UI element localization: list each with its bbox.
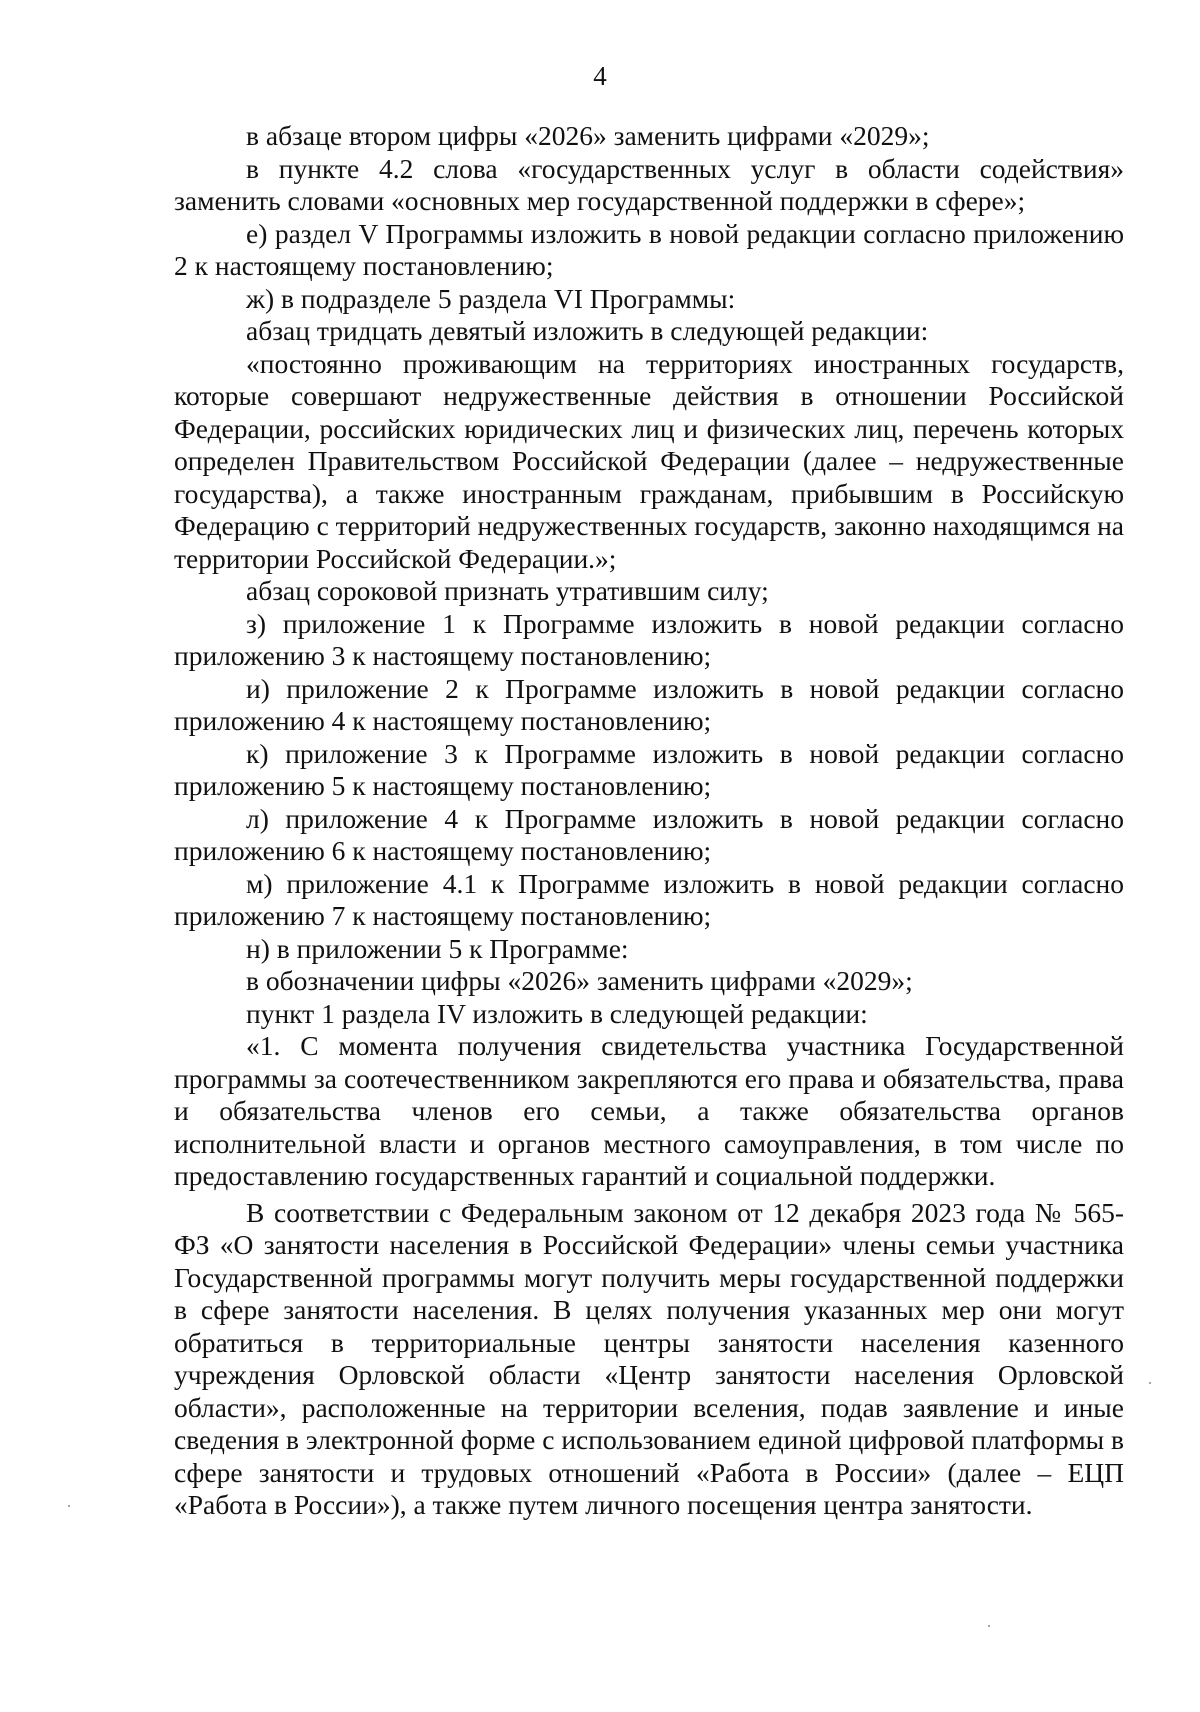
paragraph: н) в приложении 5 к Программе: (246, 932, 629, 964)
paragraph: к) приложение 3 к Программе изложить в новой редакции согласно приложению 5 к настоящему постановлению; (174, 737, 1124, 801)
paragraph: В соответствии с Федеральным законом от 12 декабря 2023 года № 565-ФЗ «О занятости населения в Российской Федерации» члены семьи участника Государственной программы могут получить меры государственной поддержки в сфере занятости населения. В целях получения указанных мер они могут обратиться в территориальные центры занятости населения казенного учреждения Орловской области «Центр занятости населения Орловской области», расположенные на территории вселения, подав заявление и иные сведения в электронной форме с использованием единой цифровой платформы в сфере занятости и трудовых отношений «Работа в России» (далее – ЕЦП «Работа в России»), а также путем личного посещения центра занятости. (174, 1196, 1124, 1520)
paragraph: в абзаце втором цифры «2026» заменить цифрами «2029»; (246, 120, 930, 151)
paragraph: в пункте 4.2 слова «государственных услуг в области содействия» заменить словами «основных мер государственной поддержки в сфере»; (174, 152, 1124, 216)
paragraph: и) приложение 2 к Программе изложить в новой редакции согласно приложению 4 к настоящему постановлению; (174, 672, 1124, 736)
document-body (174, 120, 1124, 1522)
page-number: 4 (593, 61, 607, 91)
paragraph: абзац тридцать девятый изложить в следующей редакции: (246, 315, 929, 346)
scan-speck (1149, 1382, 1151, 1384)
quoted-paragraph: «1. С момента получения свидетельства участника Государственной программы за соотечественником закрепляются его права и обязательства, права и обязательства членов его семьи, а также обязательства органов исполнительной власти и органов местного самоуправления, в том числе по предоставлению государственных гарантий и социальной поддержки. (174, 1030, 1124, 1191)
paragraph: м) приложение 4.1 к Программе изложить в новой редакции согласно приложению 7 к настоящему постановлению; (174, 867, 1124, 931)
paragraph: л) приложение 4 к Программе изложить в новой редакции согласно приложению 6 к настоящему постановлению; (174, 802, 1124, 866)
paragraph: е) раздел V Программы изложить в новой редакции согласно приложению 2 к настоящему постановлению; (174, 217, 1124, 281)
paragraph: з) приложение 1 к Программе изложить в новой редакции согласно приложению 3 к настоящему постановлению; (174, 607, 1124, 671)
paragraph: абзац сороковой признать утратившим силу; (246, 575, 769, 606)
paragraph: в обозначении цифры «2026» заменить цифрами «2029»; (246, 965, 913, 996)
quoted-paragraph: «постоянно проживающим на территориях иностранных государств, которые совершают недружественные действия в отношении Российской Федерации, российских юридических лиц и физических лиц, перечень которых определен Правительством Российской Федерации (далее – недружественные государства), а также иностранным гражданам, прибывшим в Российскую Федерацию с территорий недружественных государств, законно находящимся на территории Российской Федерации.»; (174, 347, 1125, 574)
scan-speck (68, 1505, 70, 1507)
paragraph: ж) в подразделе 5 раздела VI Программы: (246, 282, 736, 314)
paragraph: пункт 1 раздела IV изложить в следующей редакции: (246, 997, 868, 1029)
scan-speck (988, 1625, 990, 1627)
